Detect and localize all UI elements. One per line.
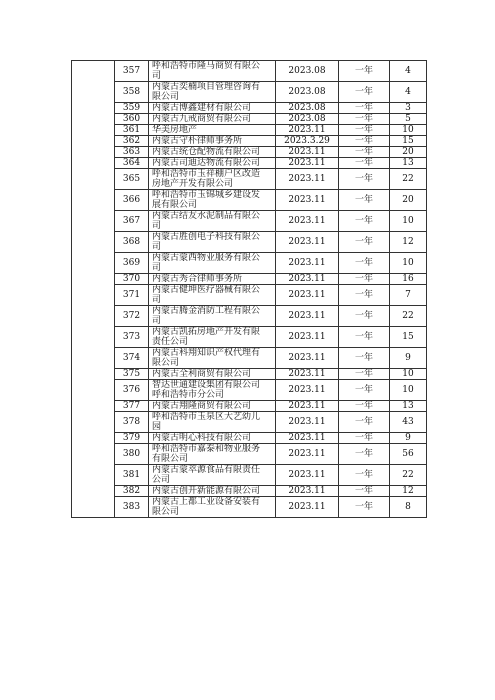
- company-name-line: 司: [152, 263, 162, 273]
- company-name-line: 司: [152, 221, 162, 231]
- company-name-line: 呼和浩特市玉泉区大艺幼儿: [152, 412, 261, 422]
- contract-term: 一年: [339, 369, 390, 380]
- company-name-line: 司: [152, 295, 162, 305]
- contract-term: 一年: [339, 486, 390, 497]
- row-number: 357: [115, 61, 149, 82]
- contract-term: 一年: [339, 412, 390, 433]
- table-row: [72, 125, 427, 136]
- table-row: [72, 211, 427, 232]
- company-name-line: 内蒙古全利商贸有限公司: [152, 369, 252, 379]
- company-name-line: 内蒙古司迪达物流有限公司: [152, 158, 261, 168]
- table-row: [72, 433, 427, 444]
- table-row: [72, 190, 427, 211]
- row-number: 365: [115, 169, 149, 190]
- table-row: [72, 401, 427, 412]
- signing-date: 2023.11: [276, 497, 339, 518]
- company-name: [149, 306, 276, 327]
- contract-term: 一年: [339, 232, 390, 253]
- signing-date: 2023.11: [276, 486, 339, 497]
- row-number: 377: [115, 401, 149, 412]
- company-name: [149, 433, 276, 444]
- row-number: 370: [115, 274, 149, 285]
- company-name: [149, 232, 276, 253]
- company-name-line: 展有限公司: [152, 200, 198, 210]
- row-number: 366: [115, 190, 149, 211]
- company-name-line: 华美房地产: [152, 125, 198, 135]
- company-name-line: 内蒙古守朴律师事务所: [152, 136, 243, 146]
- contract-term: 一年: [339, 444, 390, 465]
- table-body: [72, 61, 427, 518]
- table-row: [72, 136, 427, 147]
- signing-date: 2023.11: [276, 327, 339, 348]
- company-name: [149, 190, 276, 211]
- people-count: 3: [390, 103, 427, 114]
- signing-date: 2023.11: [276, 253, 339, 274]
- company-name: [149, 348, 276, 369]
- row-number: 358: [115, 82, 149, 103]
- contract-term: 一年: [339, 82, 390, 103]
- company-name: [149, 125, 276, 136]
- company-name-line: 内蒙古九戒商贸有限公司: [152, 114, 252, 124]
- people-count: 10: [390, 380, 427, 401]
- company-name: [149, 211, 276, 232]
- contract-term: 一年: [339, 306, 390, 327]
- company-name: [149, 82, 276, 103]
- row-number: 368: [115, 232, 149, 253]
- company-name: [149, 147, 276, 158]
- company-name: [149, 444, 276, 465]
- people-count: 22: [390, 169, 427, 190]
- people-count: 10: [390, 253, 427, 274]
- people-count: 16: [390, 274, 427, 285]
- company-name-line: 内蒙古奕楠项目管理咨询有: [152, 82, 261, 92]
- company-name: [149, 61, 276, 82]
- table-row: [72, 327, 427, 348]
- people-count: 9: [390, 433, 427, 444]
- row-number: 380: [115, 444, 149, 465]
- signing-date: 2023.3.29: [276, 136, 339, 147]
- company-name-line: 内蒙古明心科技有限公司: [152, 433, 252, 443]
- row-number: 372: [115, 306, 149, 327]
- company-name: [149, 369, 276, 380]
- row-number: 369: [115, 253, 149, 274]
- company-name-line: 呼和浩特市玉祥棚户区改造: [152, 169, 261, 179]
- signing-date: 2023.11: [276, 412, 339, 433]
- row-number: 362: [115, 136, 149, 147]
- table-row: [72, 486, 427, 497]
- table-row: [72, 114, 427, 125]
- table-row: [72, 412, 427, 433]
- row-number: 367: [115, 211, 149, 232]
- signing-date: 2023.08: [276, 114, 339, 125]
- table-row: [72, 103, 427, 114]
- signing-date: 2023.11: [276, 125, 339, 136]
- company-name-line: 内蒙古创开新能源有限公司: [152, 486, 261, 496]
- people-count: 15: [390, 136, 427, 147]
- signing-date: 2023.11: [276, 285, 339, 306]
- company-name: [149, 253, 276, 274]
- contract-term: 一年: [339, 169, 390, 190]
- row-number: 360: [115, 114, 149, 125]
- people-count: 22: [390, 465, 427, 486]
- table-row: [72, 274, 427, 285]
- company-name-line: 内蒙古腾金消防工程有限公: [152, 306, 261, 316]
- people-count: 12: [390, 232, 427, 253]
- table-row: [72, 158, 427, 169]
- company-name-line: 呼和浩特市隆马商贸有限公: [152, 61, 261, 71]
- company-name: [149, 158, 276, 169]
- signing-date: 2023.11: [276, 274, 339, 285]
- company-name-line: 有限公司: [152, 454, 189, 464]
- contract-term: 一年: [339, 327, 390, 348]
- table-row: [72, 465, 427, 486]
- row-number: 363: [115, 147, 149, 158]
- signing-date: 2023.11: [276, 190, 339, 211]
- contract-term: 一年: [339, 380, 390, 401]
- contract-term: 一年: [339, 433, 390, 444]
- company-name-line: 限公司: [152, 92, 180, 102]
- signing-date: 2023.08: [276, 82, 339, 103]
- people-count: 13: [390, 401, 427, 412]
- people-count: 22: [390, 306, 427, 327]
- contract-term: 一年: [339, 114, 390, 125]
- contract-term: 一年: [339, 274, 390, 285]
- company-name-line: 园: [152, 422, 162, 432]
- company-name-line: 内蒙古上都工业设备安装有: [152, 497, 261, 507]
- company-name-line: 智达世通建设集团有限公司: [152, 380, 261, 390]
- company-name-line: 内蒙古翔隆商贸有限公司: [152, 401, 252, 411]
- table-row: [72, 82, 427, 103]
- company-name-line: 责任公司: [152, 337, 189, 347]
- row-number: 361: [115, 125, 149, 136]
- contract-term: 一年: [339, 136, 390, 147]
- company-name-line: 内蒙古统仓配物流有限公司: [152, 147, 261, 157]
- row-number: 378: [115, 412, 149, 433]
- signing-date: 2023.11: [276, 401, 339, 412]
- signing-date: 2023.11: [276, 306, 339, 327]
- people-count: 56: [390, 444, 427, 465]
- signing-date: 2023.11: [276, 169, 339, 190]
- company-table: [71, 60, 427, 518]
- contract-term: 一年: [339, 285, 390, 306]
- company-name-line: 司: [152, 71, 162, 81]
- company-name: [149, 412, 276, 433]
- signing-date: 2023.11: [276, 444, 339, 465]
- company-name-line: 内蒙古科翔知识产权代理有: [152, 348, 261, 358]
- company-name: [149, 465, 276, 486]
- row-number: 376: [115, 380, 149, 401]
- company-name-line: 呼和浩特市分公司: [152, 390, 225, 400]
- table-row: [72, 444, 427, 465]
- signing-date: 2023.11: [276, 232, 339, 253]
- company-name-line: 司: [152, 316, 162, 326]
- row-number: 359: [115, 103, 149, 114]
- company-name: [149, 327, 276, 348]
- contract-term: 一年: [339, 125, 390, 136]
- contract-term: 一年: [339, 348, 390, 369]
- table-row: [72, 348, 427, 369]
- company-name-line: 呼和浩特市嘉泰和物业服务: [152, 444, 261, 454]
- company-name-line: 内蒙古秀合律师事务所: [152, 274, 243, 284]
- signing-date: 2023.11: [276, 147, 339, 158]
- table-row: [72, 147, 427, 158]
- table-row: [72, 306, 427, 327]
- company-name: [149, 380, 276, 401]
- table-row: [72, 61, 427, 82]
- contract-term: 一年: [339, 465, 390, 486]
- contract-term: 一年: [339, 401, 390, 412]
- contract-term: 一年: [339, 103, 390, 114]
- people-count: 12: [390, 486, 427, 497]
- company-name: [149, 169, 276, 190]
- company-name-line: 限公司: [152, 507, 180, 517]
- signing-date: 2023.11: [276, 369, 339, 380]
- signing-date: 2023.08: [276, 103, 339, 114]
- row-number: 382: [115, 486, 149, 497]
- row-number: 364: [115, 158, 149, 169]
- people-count: 13: [390, 158, 427, 169]
- table-row: [72, 369, 427, 380]
- company-name-line: 限公司: [152, 358, 180, 368]
- table-row: [72, 497, 427, 518]
- merged-category-cell: [72, 61, 115, 518]
- company-name-line: 内蒙古蒙萃源食品有限责任: [152, 465, 261, 475]
- people-count: 4: [390, 61, 427, 82]
- people-count: 20: [390, 190, 427, 211]
- row-number: 375: [115, 369, 149, 380]
- company-name: [149, 136, 276, 147]
- company-name: [149, 274, 276, 285]
- company-name: [149, 114, 276, 125]
- company-name: [149, 401, 276, 412]
- people-count: 10: [390, 211, 427, 232]
- company-name-line: 房地产开发有限公司: [152, 179, 234, 189]
- company-name: [149, 497, 276, 518]
- signing-date: 2023.11: [276, 211, 339, 232]
- people-count: 20: [390, 147, 427, 158]
- company-name: [149, 103, 276, 114]
- company-name-line: 内蒙古蒙西物业服务有限公: [152, 253, 261, 263]
- row-number: 381: [115, 465, 149, 486]
- row-number: 374: [115, 348, 149, 369]
- people-count: 10: [390, 125, 427, 136]
- contract-term: 一年: [339, 158, 390, 169]
- table-row: [72, 380, 427, 401]
- people-count: 4: [390, 82, 427, 103]
- row-number: 373: [115, 327, 149, 348]
- table-row: [72, 169, 427, 190]
- signing-date: 2023.11: [276, 465, 339, 486]
- row-number: 383: [115, 497, 149, 518]
- people-count: 43: [390, 412, 427, 433]
- people-count: 9: [390, 348, 427, 369]
- people-count: 15: [390, 327, 427, 348]
- company-name: [149, 285, 276, 306]
- row-number: 371: [115, 285, 149, 306]
- company-name-line: 内蒙古胜创电子科技有限公: [152, 232, 261, 242]
- company-name-line: 内蒙古健坤医疗器械有限公: [152, 285, 261, 295]
- people-count: 7: [390, 285, 427, 306]
- contract-term: 一年: [339, 253, 390, 274]
- company-name: [149, 486, 276, 497]
- company-name-line: 司: [152, 242, 162, 252]
- contract-term: 一年: [339, 211, 390, 232]
- table-row: [72, 253, 427, 274]
- signing-date: 2023.08: [276, 61, 339, 82]
- contract-term: 一年: [339, 497, 390, 518]
- signing-date: 2023.11: [276, 380, 339, 401]
- contract-term: 一年: [339, 61, 390, 82]
- company-name-line: 呼和浩特市玉锦城乡建设发: [152, 190, 261, 200]
- company-name-line: 内蒙古结友水泥制品有限公: [152, 211, 261, 221]
- contract-term: 一年: [339, 190, 390, 211]
- company-name-line: 内蒙古凯拓房地产开发有限: [152, 327, 261, 337]
- table-row: [72, 232, 427, 253]
- table-row: [72, 285, 427, 306]
- signing-date: 2023.11: [276, 158, 339, 169]
- people-count: 10: [390, 369, 427, 380]
- company-name-line: 内蒙古博鑫建材有限公司: [152, 103, 252, 113]
- signing-date: 2023.11: [276, 348, 339, 369]
- signing-date: 2023.11: [276, 433, 339, 444]
- company-name-line: 公司: [152, 475, 171, 485]
- people-count: 8: [390, 497, 427, 518]
- row-number: 379: [115, 433, 149, 444]
- people-count: 5: [390, 114, 427, 125]
- contract-term: 一年: [339, 147, 390, 158]
